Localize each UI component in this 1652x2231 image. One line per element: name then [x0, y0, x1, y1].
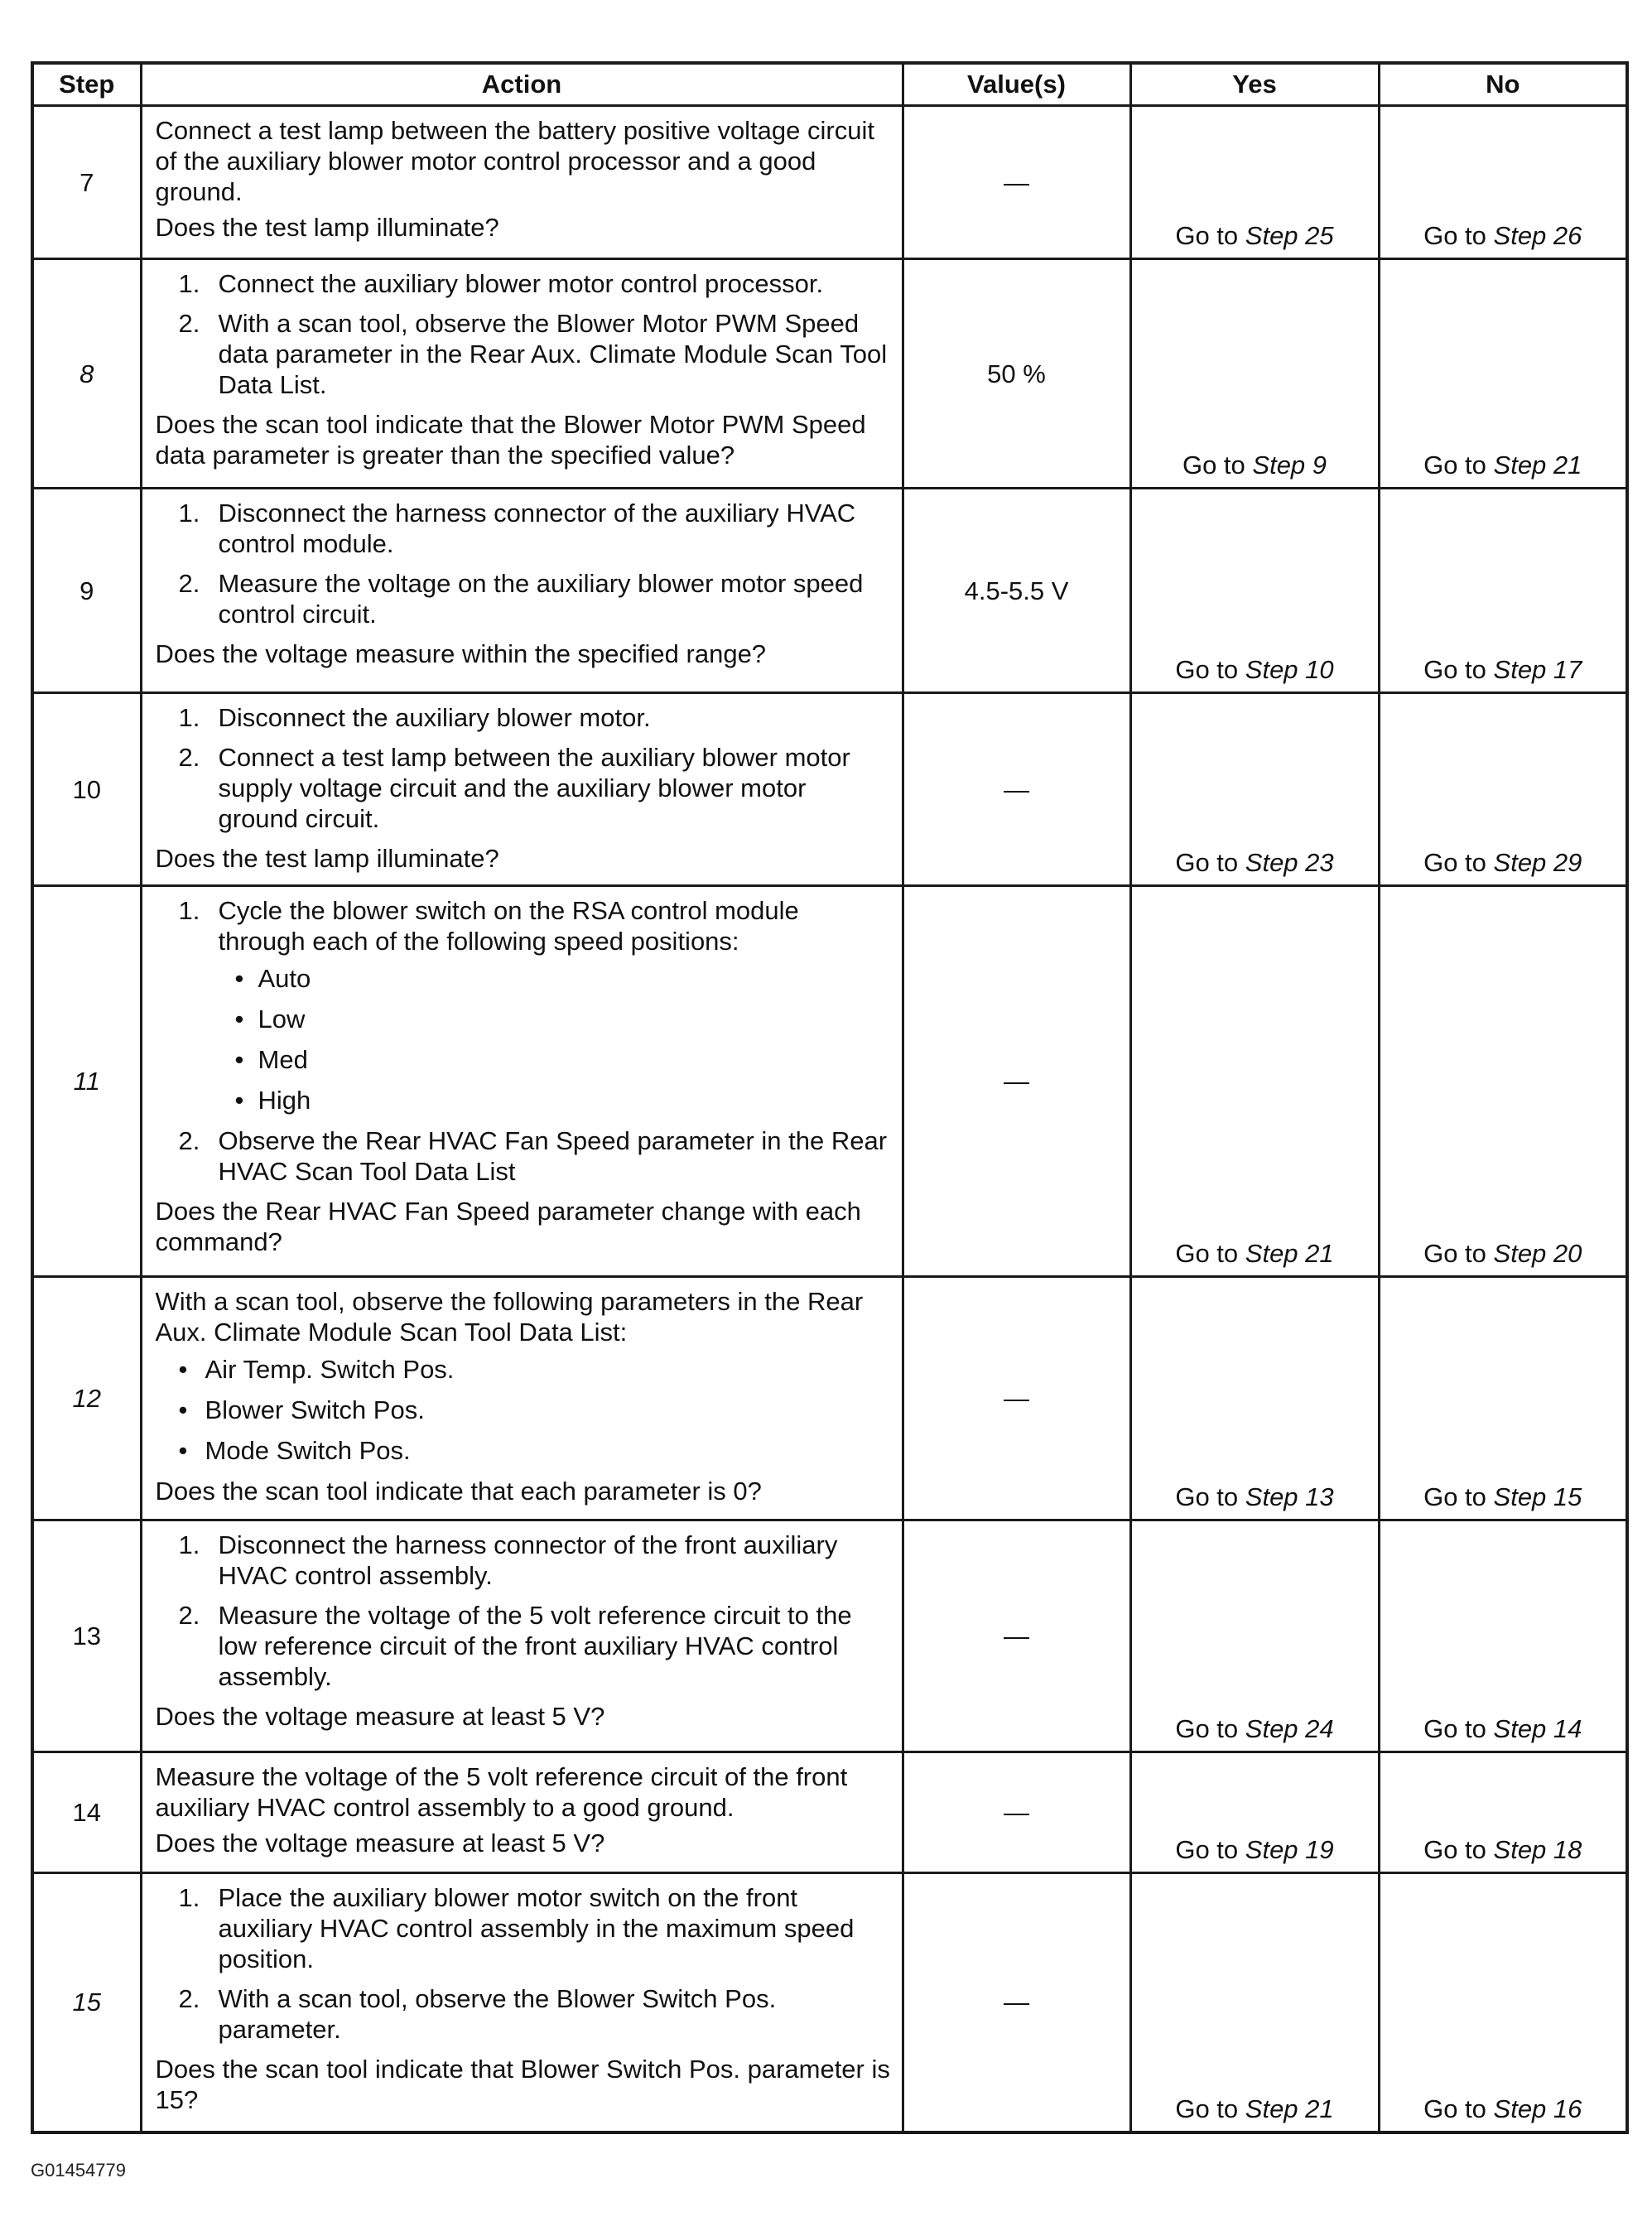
- action-steps: [156, 268, 892, 400]
- table-row: [32, 1752, 1627, 1873]
- yes-cell: [1130, 259, 1379, 489]
- no-prefix: Go to: [1423, 451, 1486, 479]
- action-question: Does the test lamp illuminate?: [155, 213, 499, 242]
- yes-prefix: Go to: [1175, 2094, 1239, 2123]
- action-instruction: With a scan tool, observe the following parameters in the Rear Aux. Climate Module Scan Tool Data List:: [155, 1287, 864, 1347]
- header-yes: Yes: [1130, 63, 1379, 106]
- table-row: [32, 886, 1627, 1277]
- no-cell: [1379, 489, 1627, 693]
- step-number: 14: [32, 1752, 141, 1873]
- no-cell: [1379, 1277, 1627, 1520]
- action-step-item: 2. Observe the Rear HVAC Fan Speed parameter in the Rear HVAC Scan Tool Data List: [178, 1126, 888, 1186]
- header-step: Step: [32, 63, 141, 106]
- yes-step-link: Step 25: [1245, 221, 1334, 250]
- yes-prefix: Go to: [1175, 1835, 1239, 1864]
- header-values: Value(s): [903, 63, 1130, 106]
- action-step-item: 2. Measure the voltage on the auxiliary blower motor speed control circuit.: [178, 569, 864, 629]
- no-cell: [1379, 259, 1627, 489]
- action-step-item: 2. With a scan tool, observe the Blower Switch Pos. parameter.: [178, 1984, 777, 2044]
- action-cell: [141, 1752, 903, 1873]
- no-step-link: Step 29: [1493, 848, 1582, 877]
- step-number: 15: [32, 1873, 141, 2132]
- action-cell: [141, 1277, 903, 1520]
- step-number: 10: [32, 693, 141, 886]
- yes-step-link: Step 9: [1252, 451, 1327, 479]
- action-question: Does the voltage measure within the specified range?: [155, 639, 767, 668]
- action-step-item: 1. Disconnect the auxiliary blower motor.: [178, 703, 651, 732]
- no-prefix: Go to: [1423, 1482, 1486, 1511]
- list-item: • Med: [234, 1045, 308, 1074]
- no-step-link: Step 14: [1493, 1714, 1582, 1743]
- action-instruction: Connect a test lamp between the battery positive voltage circuit of the auxiliary blower motor control processor and a good ground.: [155, 116, 874, 206]
- yes-prefix: Go to: [1182, 451, 1245, 479]
- action-steps: [156, 498, 892, 629]
- value-cell: —: [903, 1520, 1130, 1752]
- table-row: [32, 259, 1627, 489]
- value-cell: —: [903, 106, 1130, 259]
- no-prefix: Go to: [1423, 1239, 1486, 1268]
- no-step-link: Step 18: [1493, 1835, 1582, 1864]
- yes-step-link: Step 21: [1245, 2094, 1334, 2123]
- yes-step-link: Step 13: [1245, 1482, 1334, 1511]
- no-cell: [1379, 886, 1627, 1277]
- yes-cell: [1130, 106, 1379, 259]
- parameter-list: [156, 1354, 892, 1466]
- yes-cell: [1130, 1873, 1379, 2132]
- no-step-link: Step 26: [1493, 221, 1582, 250]
- yes-cell: [1130, 886, 1379, 1277]
- action-steps: [156, 702, 892, 834]
- value-cell: 4.5-5.5 V: [903, 489, 1130, 693]
- list-item: • High: [234, 1086, 311, 1115]
- yes-prefix: Go to: [1175, 1239, 1239, 1268]
- list-item: • Blower Switch Pos.: [178, 1395, 425, 1424]
- action-step-item: 2. Measure the voltage of the 5 volt reference circuit to the low reference circuit of the front auxiliary HVAC control assembly.: [178, 1601, 852, 1691]
- list-item: • Air Temp. Switch Pos.: [178, 1355, 455, 1384]
- step-number: 9: [32, 489, 141, 693]
- table-row: [32, 1520, 1627, 1752]
- action-question: Does the Rear HVAC Fan Speed parameter change with each command?: [155, 1197, 861, 1256]
- yes-cell: [1130, 1520, 1379, 1752]
- no-cell: [1379, 106, 1627, 259]
- table-row: [32, 1873, 1627, 2132]
- action-cell: [141, 489, 903, 693]
- step-number: 12: [32, 1277, 141, 1520]
- action-cell: [141, 1520, 903, 1752]
- yes-prefix: Go to: [1175, 1714, 1239, 1743]
- yes-prefix: Go to: [1175, 1482, 1239, 1511]
- yes-cell: [1130, 1277, 1379, 1520]
- yes-cell: [1130, 1752, 1379, 1873]
- action-step-item: 1. Disconnect the harness connector of the front auxiliary HVAC control assembly.: [178, 1530, 838, 1590]
- no-step-link: Step 20: [1493, 1239, 1582, 1268]
- action-question: Does the test lamp illuminate?: [155, 844, 499, 873]
- action-step-item: 2. With a scan tool, observe the Blower Motor PWM Speed data parameter in the Rear Aux. Climate Module Scan Tool Data List.: [178, 309, 888, 399]
- no-step-link: Step 16: [1493, 2094, 1582, 2123]
- figure-id: G01454779: [31, 2160, 126, 2180]
- action-cell: [141, 693, 903, 886]
- value-cell: —: [903, 1873, 1130, 2132]
- step-number: 7: [32, 106, 141, 259]
- no-prefix: Go to: [1423, 221, 1486, 250]
- table-row: [32, 106, 1627, 259]
- diagnostic-table: [31, 61, 1629, 2134]
- yes-step-link: Step 10: [1245, 655, 1334, 684]
- table-row: [32, 489, 1627, 693]
- yes-step-link: Step 24: [1245, 1714, 1334, 1743]
- action-question: Does the scan tool indicate that the Blower Motor PWM Speed data parameter is greater than the specified value?: [155, 410, 866, 470]
- action-instruction: Measure the voltage of the 5 volt reference circuit of the front auxiliary HVAC control assembly to a good ground.: [155, 1762, 848, 1822]
- value-cell: —: [903, 1277, 1130, 1520]
- no-prefix: Go to: [1423, 2094, 1486, 2123]
- header-no: No: [1379, 63, 1627, 106]
- yes-step-link: Step 21: [1245, 1239, 1334, 1268]
- no-step-link: Step 17: [1493, 655, 1582, 684]
- action-question: Does the scan tool indicate that each parameter is 0?: [155, 1477, 762, 1506]
- table-row: [32, 1277, 1627, 1520]
- action-step-item: 1. Place the auxiliary blower motor switch on the front auxiliary HVAC control assembly in the maximum speed position.: [178, 1883, 855, 1973]
- action-step-item: 1. Disconnect the harness connector of the auxiliary HVAC control module.: [178, 499, 856, 558]
- step-number: 11: [32, 886, 141, 1277]
- no-cell: [1379, 693, 1627, 886]
- no-step-link: Step 15: [1493, 1482, 1582, 1511]
- yes-prefix: Go to: [1175, 221, 1239, 250]
- header-row: [32, 63, 1627, 106]
- action-cell: [141, 886, 903, 1277]
- header-action: Action: [141, 63, 903, 106]
- yes-cell: [1130, 693, 1379, 886]
- yes-step-link: Step 19: [1245, 1835, 1334, 1864]
- step-number: 13: [32, 1520, 141, 1752]
- no-prefix: Go to: [1423, 655, 1486, 684]
- no-cell: [1379, 1520, 1627, 1752]
- action-step-item: 2. Connect a test lamp between the auxiliary blower motor supply voltage circuit and the auxiliary blower motor ground circuit.: [178, 743, 850, 833]
- action-steps: [156, 1530, 892, 1692]
- action-cell: [141, 259, 903, 489]
- yes-step-link: Step 23: [1245, 848, 1334, 877]
- value-cell: 50 %: [903, 259, 1130, 489]
- list-item: • Mode Switch Pos.: [178, 1436, 411, 1465]
- action-cell: [141, 1873, 903, 2132]
- yes-prefix: Go to: [1175, 848, 1239, 877]
- value-cell: —: [903, 1752, 1130, 1873]
- action-cell: [141, 106, 903, 259]
- action-question: Does the scan tool indicate that Blower Switch Pos. parameter is 15?: [155, 2055, 890, 2114]
- speed-position-list: [219, 963, 892, 1116]
- action-question: Does the voltage measure at least 5 V?: [155, 1702, 605, 1731]
- step-number: 8: [32, 259, 141, 489]
- action-step-item: 1. Cycle the blower switch on the RSA control module through each of the following speed positions: • Auto • Low • Med • High: [156, 895, 892, 1116]
- action-step-item: 1. Connect the auxiliary blower motor control processor.: [178, 269, 824, 298]
- no-prefix: Go to: [1423, 1835, 1486, 1864]
- no-step-link: Step 21: [1493, 451, 1582, 479]
- value-cell: —: [903, 693, 1130, 886]
- no-prefix: Go to: [1423, 848, 1486, 877]
- action-steps: [156, 895, 892, 1187]
- action-steps: [156, 1882, 892, 2045]
- value-cell: —: [903, 886, 1130, 1277]
- table-row: [32, 693, 1627, 886]
- yes-prefix: Go to: [1175, 655, 1239, 684]
- no-prefix: Go to: [1423, 1714, 1486, 1743]
- no-cell: [1379, 1752, 1627, 1873]
- list-item: • Auto: [234, 964, 311, 993]
- yes-cell: [1130, 489, 1379, 693]
- no-cell: [1379, 1873, 1627, 2132]
- action-question: Does the voltage measure at least 5 V?: [155, 1829, 605, 1858]
- list-item: • Low: [234, 1005, 306, 1034]
